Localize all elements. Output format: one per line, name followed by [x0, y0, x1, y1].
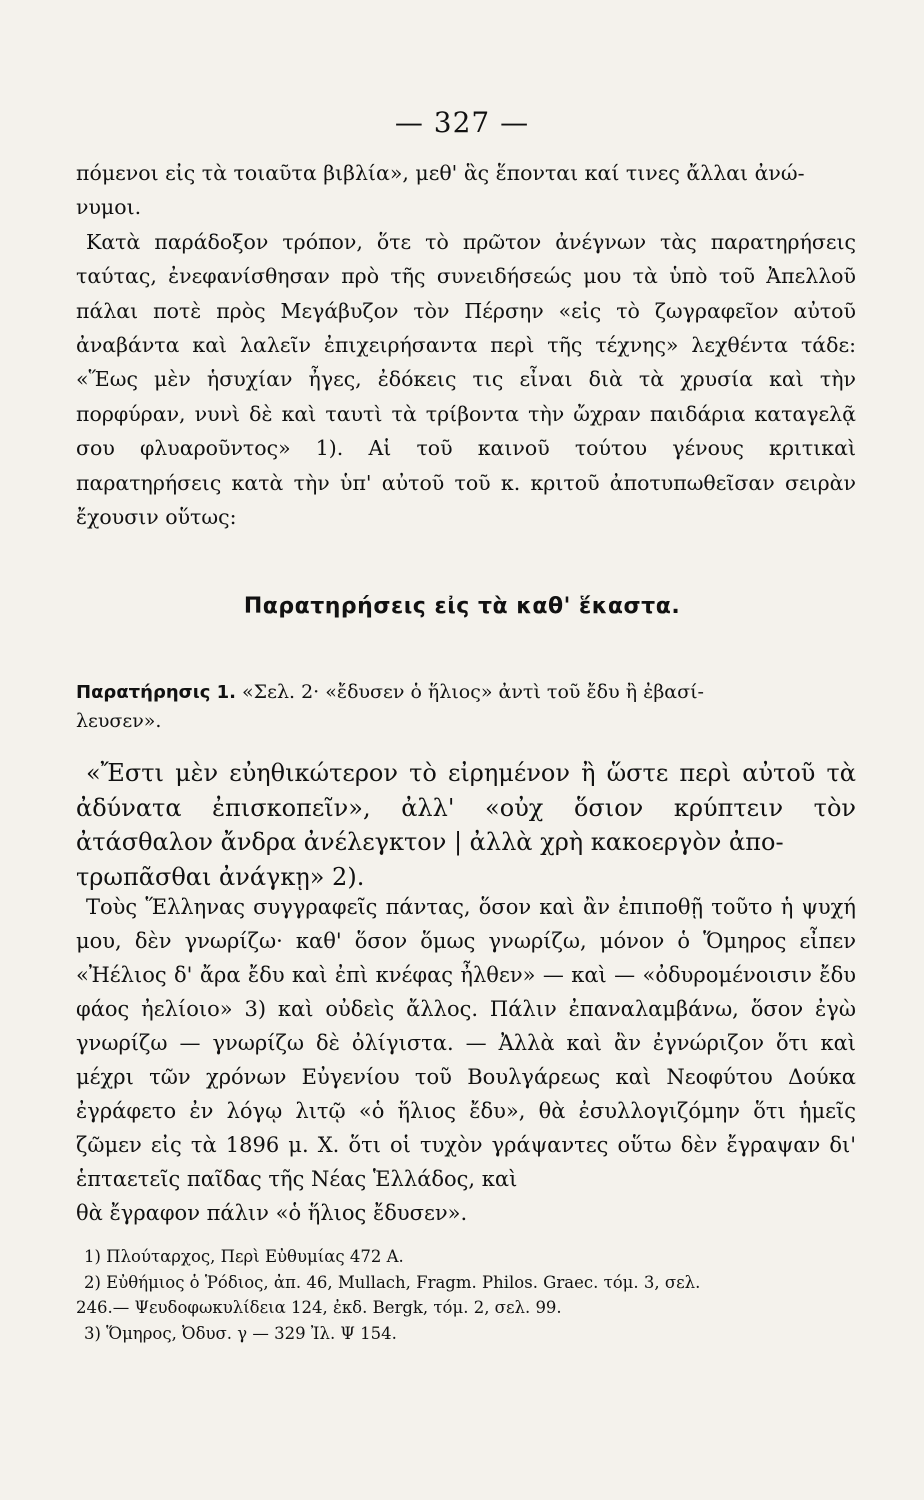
observation-label: Παρατήρησις 1.	[76, 682, 237, 703]
footnote: 3) Ὅμηρος, Ὀδυσ. γ — 329 Ἰλ. Ψ 154.	[84, 1323, 397, 1343]
paragraph-last-line: τρωπᾶσθαι ἀνάγκῃ» 2).	[76, 862, 365, 891]
observation-text: «Σελ. 2· «ἔδυσεν ὁ ἥλιος» ἀντὶ τοῦ ἔδυ ἢ ἐβασί-	[236, 681, 704, 703]
text-line: νυμοι.	[76, 195, 142, 220]
page-number: — 327 —	[394, 106, 530, 139]
footnote: 246.— Ψευδοφωκυλίδεια 124, ἐκδ. Bergk, τόμ. 2, σελ. 99.	[76, 1298, 562, 1317]
argument-paragraph	[76, 890, 856, 1230]
footnote: 2) Εὐθήμιος ὁ Ῥόδιος, ἀπ. 46, Mullach, Fragm. Philos. Graec. τόμ. 3, σελ.	[84, 1272, 701, 1292]
section-heading: Παρατηρήσεις εἰς τὰ καθ' ἕκαστα.	[243, 594, 681, 619]
paragraph-body: «Ἔστι μὲν εὐηθικώτερον τὸ εἰρημένον ἢ ὥστε περὶ αὐτοῦ τὰ ἀδύνατα ἐπισκοπεῖν», ἀλλ' «οὐχ ὅσιον κρύπτειν τὸν ἀτάσθαλον ἄνδρα ἀνέλεγκτον | ἀλλὰ χρὴ κακοεργὸν ἀπο-	[76, 759, 856, 856]
observation-continuation: λευσεν».	[76, 710, 162, 732]
observation-line	[76, 678, 856, 707]
footnotes	[76, 1244, 856, 1346]
footnote: 1) Πλούταρχος, Περὶ Εὐθυμίας 472 Α.	[84, 1247, 404, 1266]
observation-1	[76, 678, 856, 735]
text-line: πόμενοι εἰς τὰ τοιαῦτα βιβλία», μεθ' ἃς ἕπονται καί τινες ἄλλαι ἀνώ-	[76, 161, 805, 185]
quote-paragraph	[76, 756, 856, 894]
opening-paragraph	[76, 156, 856, 534]
paragraph-body: Κατὰ παράδοξον τρόπον, ὅτε τὸ πρῶτον ἀνέγνων τὰς παρατηρήσεις ταύτας, ἐνεφανίσθησαν πρὸ τῆς συνειδήσεώς μου τὰ ὑπὸ τοῦ Ἀπελλοῦ πάλαι ποτὲ πρὸς Μεγάβυζον τὸν Πέρσην «εἰς τὸ ζωγραφεῖον αὐτοῦ ἀναβάντα καὶ λαλεῖν ἐπιχειρήσαντα περὶ τῆς τέχνης» λεχθέντα τάδε: «Ἕως μὲν ἡσυχίαν ἦγες, ἐδόκεις τις εἶναι διὰ τὰ χρυσία καὶ τὴν πορφύραν, νυνὶ δὲ καὶ ταυτὶ τὰ τρίβοντα τὴν ὤχραν παιδάρια καταγελᾷ σου φλυαροῦντος» 1). Αἱ τοῦ καινοῦ τούτου γένους κριτικαὶ παρατηρήσεις κατὰ τὴν ὑπ' αὐτοῦ τοῦ κ. κριτοῦ ἀποτυπωθεῖσαν σειρὰν ἔχουσιν οὕτως:	[76, 229, 856, 530]
paragraph-last-line: θὰ ἔγραφον πάλιν «ὁ ἥλιος ἔδυσεν».	[76, 1201, 468, 1225]
paragraph-body: Τοὺς Ἕλληνας συγγραφεῖς πάντας, ὅσον καὶ ἂν ἐπιποθῇ τοῦτο ἡ ψυχή μου, δὲν γνωρίζω· καθ' ὅσον ὅμως γνωρίζω, μόνον ὁ Ὅμηρος εἶπεν «Ἠέλιος δ' ἄρα ἔδυ καὶ ἐπὶ κνέφας ἦλθεν» — καὶ — «ὀδυρομένοισιν ἔδυ φάος ἠελίοιο» 3) καὶ οὐδεὶς ἄλλος. Πάλιν ἐπαναλαμβάνω, ὅσον ἐγὼ γνωρίζω — γνωρίζω δὲ ὀλίγιστα. — Ἀλλὰ καὶ ἂν ἐγνώριζον ὅτι καὶ μέχρι τῶν χρόνων Εὐγενίου τοῦ Βουλγάρεως καὶ Νεοφύτου Δούκα ἐγράφετο ἐν λόγῳ λιτῷ «ὁ ἥλιος ἔδυ», θὰ ἐσυλλογιζόμην ὅτι ἡμεῖς ζῶμεν εἰς τὰ 1896 μ. Χ. ὅτι οἱ τυχὸν γράψαντες οὕτω δὲν ἔγραψαν δι' ἑπταετεῖς παῖδας τῆς Νέας Ἑλλάδος, καὶ	[76, 895, 856, 1191]
